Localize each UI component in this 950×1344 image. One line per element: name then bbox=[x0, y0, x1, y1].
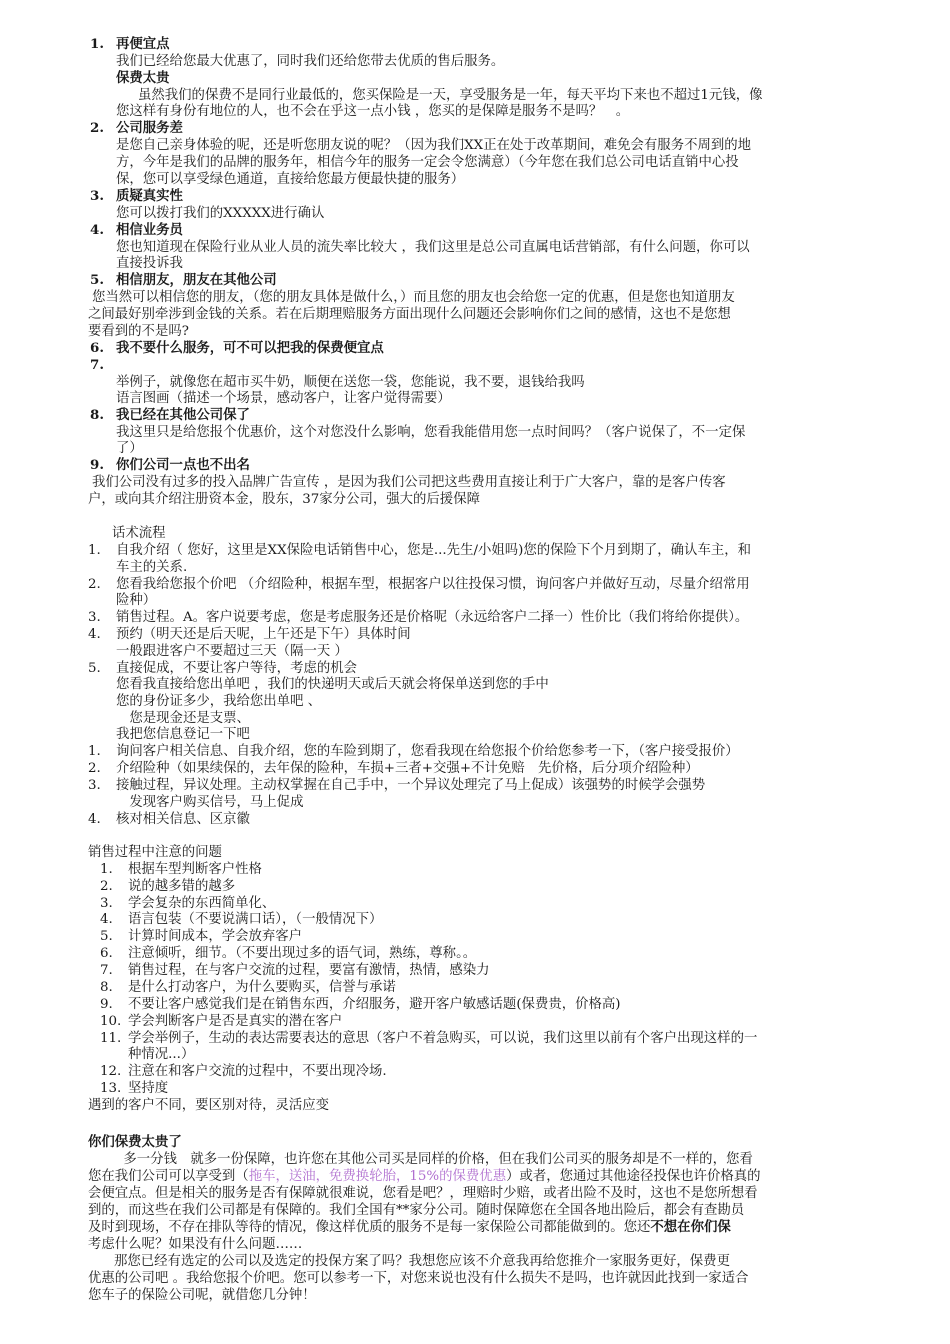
step-number: 5. bbox=[88, 661, 101, 676]
step-text: 您看我直接给您出单吧 ，我们的快递明天或后天就会将保单送到您的手中 bbox=[116, 677, 549, 692]
step-text: 询问客户相关信息、自我介绍，您的车险到期了，您看我现在给您报个价给您参考一下，（客户接受报价） bbox=[116, 744, 739, 759]
item-text: 您当然可以相信您的朋友，（您的朋友具体是做什么，）而且您的朋友也会给您一定的优惠，但是您也知道朋友 bbox=[92, 290, 735, 305]
item-number: 6. bbox=[90, 340, 104, 356]
note-text: 不要让客户感觉我们是在销售东西，介绍服务，避开客户敏感话题(保费贵，价格高) bbox=[128, 997, 621, 1012]
note-number: 12. bbox=[100, 1064, 122, 1079]
step-text: 预约（明天还是后天呢，上午还是下午）具体时间 bbox=[116, 627, 411, 642]
item-title: 你们公司一点也不出名 bbox=[116, 457, 250, 473]
item-text: 您可以拨打我们的XXXXX进行确认 bbox=[116, 206, 325, 221]
item-text: 直接投诉我 bbox=[116, 256, 183, 271]
note-text: 注意倾听，细节。（不要出现过多的语气词，熟练，尊称。。 bbox=[128, 946, 477, 961]
step-text: 自我介绍（ 您好，这里是XX保险电话销售中心，您是...先生/小姐吗)您的保险下个月到期了，确认车主，和 bbox=[116, 543, 752, 558]
item-number: 4. bbox=[90, 222, 104, 238]
step-text: 您是现金还是支票、 bbox=[116, 711, 250, 726]
step-number: 1. bbox=[88, 744, 101, 759]
item-text: 保，您可以享受绿色通道，直接给您最方便最快捷的服务） bbox=[116, 172, 465, 187]
item-text: 户，或向其介绍注册资本金，股东，37家分公司，强大的后援保障 bbox=[88, 492, 480, 507]
step-number: 2. bbox=[88, 761, 101, 776]
step-number: 3. bbox=[88, 778, 101, 793]
highlighted-benefits: 拖车，送油，免费换轮胎，15%的保费优惠 bbox=[248, 1169, 507, 1184]
item-title: 相信业务员 bbox=[116, 222, 183, 238]
item-title: 我已经在其他公司保了 bbox=[116, 407, 250, 423]
step-text: 我把您信息登记一下吧 bbox=[116, 727, 250, 742]
item-number: 7. bbox=[90, 357, 104, 373]
item-text: 是您自己亲身体验的呢，还是听您朋友说的呢？（因为我们XX正在处于改革期间，难免会有服务不周到的地 bbox=[116, 138, 752, 153]
note-text: 语言包装（不要说满口话），（一般情况下） bbox=[128, 912, 383, 927]
paragraph-line: 考虑什么呢？如果没有什么问题…… bbox=[88, 1237, 303, 1252]
item-text: 虽然我们的保费不是同行业最低的，您买保险是一天，享受服务是一年，每天平均下来也不超过1元钱，像 bbox=[138, 88, 763, 103]
step-text: 发现客户购买信号，马上促成 bbox=[116, 795, 304, 810]
step-text: 接触过程，异议处理。主动权掌握在自己手中，一个异议处理完了马上促成）该强势的时候学会强势 bbox=[116, 778, 706, 793]
section-heading: 话术流程 bbox=[112, 526, 166, 541]
note-text: 种情况...） bbox=[128, 1047, 195, 1062]
note-text: 注意在和客户交流的过程中，不要出现冷场. bbox=[128, 1064, 387, 1079]
paragraph-line: 及时到现场，不存在排队等待的情况，像这样优质的服务不是每一家保险公司都能做到的。您还不想在你们保 bbox=[88, 1219, 731, 1235]
item-title: 我不要什么服务，可不可以把我的保费便宜点 bbox=[116, 340, 384, 356]
item-title: 再便宜点 bbox=[116, 36, 170, 52]
paragraph-line: 优惠的公司吧 。我给您报个价吧。您可以参考一下，对您来说也没有什么损失不是吗，也许就因此找到一家适合 bbox=[88, 1271, 749, 1286]
note-number: 13. bbox=[100, 1081, 122, 1096]
section-heading: 你们保费太贵了 bbox=[88, 1134, 182, 1150]
item-number: 3. bbox=[90, 188, 104, 204]
item-text: 了） bbox=[116, 441, 143, 456]
item-title: 相信朋友，朋友在其他公司 bbox=[116, 272, 277, 288]
item-text: 您也知道现在保险行业从业人员的流失率比较大 ，我们这里是总公司直属电话营销部，有什么问题，你可以 bbox=[116, 240, 750, 255]
step-number: 4. bbox=[88, 812, 101, 827]
step-number: 1. bbox=[88, 543, 101, 558]
item-text: 您这样有身份有地位的人，也不会在乎这一点小钱 ，您买的是保障是服务不是吗？ 。 bbox=[116, 104, 630, 119]
item-number: 9. bbox=[90, 457, 104, 473]
step-text: 车主的关系. bbox=[116, 560, 188, 575]
item-text: 我这里只是给您报个优惠价，这个对您没什么影响，您看我能借用您一点时间吗？（客户说保了，不一定保 bbox=[116, 425, 746, 440]
step-number: 4. bbox=[88, 627, 101, 642]
step-text: 险种） bbox=[116, 593, 157, 608]
item-text: 我们公司没有过多的投入品牌广告宣传 ，是因为我们公司把这些费用直接让利于广大客户，靠的是客户传客 bbox=[92, 475, 726, 490]
section-heading: 销售过程中注意的问题 bbox=[88, 845, 222, 860]
item-text: 方，今年是我们的品牌的服务年，相信今年的服务一定会令您满意）（今年您在我们总公司电话直销中心投 bbox=[116, 155, 739, 170]
note-text: 说的越多错的越多 bbox=[128, 879, 236, 894]
note-number: 5. bbox=[100, 929, 113, 944]
step-text: 您看我给您报个价吧 （介绍险种，根据车型，根据客户以往投保习惯，询问客户并做好互动，尽量介绍常用 bbox=[116, 577, 750, 592]
item-number: 2. bbox=[90, 120, 104, 136]
note-text: 根据车型判断客户性格 bbox=[128, 862, 262, 877]
paragraph-line: 您车子的保险公司呢，就借您几分钟！ bbox=[88, 1288, 316, 1303]
step-text: 销售过程。A。客户说要考虑，您是考虑服务还是价格呢（永远给客户二择一）性价比（我们将给你提供）。 bbox=[116, 610, 749, 625]
item-title: 公司服务差 bbox=[116, 120, 183, 136]
step-text: 您的身份证多少，我给您出单吧 、 bbox=[116, 694, 322, 709]
note-text: 学会判断客户是否是真实的潜在客户 bbox=[128, 1014, 343, 1029]
step-text: 一般跟进客户不要超过三天（隔一天 ） bbox=[116, 644, 348, 659]
item-text: 要看到的不是吗? bbox=[88, 324, 189, 339]
step-number: 2. bbox=[88, 577, 101, 592]
note-text: 销售过程，在与客户交流的过程，要富有激情，热情，感染力 bbox=[128, 963, 490, 978]
item-text: 语言图画（描述一个场景，感动客户，让客户觉得需要） bbox=[116, 391, 451, 406]
note-number: 4. bbox=[100, 912, 113, 927]
paragraph-line: 到的，而这些在我们公司都是有保障的。我们全国有**家分公司。随时保障您在全国各地出险后，都会有查勘员 bbox=[88, 1203, 745, 1218]
item-title: 保费太贵 bbox=[116, 70, 170, 86]
note-number: 9. bbox=[100, 997, 113, 1012]
step-text: 核对相关信息、区京徽 bbox=[116, 812, 250, 827]
paragraph-line: 您在我们公司可以享受到（拖车，送油，免费换轮胎，15%的保费优惠）或者，您通过其他途径投保也许价格真的 bbox=[88, 1169, 761, 1184]
note-number: 6. bbox=[100, 946, 113, 961]
note-number: 10. bbox=[100, 1014, 122, 1029]
note-text: 是什么打动客户，为什么要购买，信誉与承诺 bbox=[128, 980, 396, 995]
item-number: 5. bbox=[90, 272, 104, 288]
note-text: 学会复杂的东西简单化、 bbox=[128, 896, 276, 911]
note-number: 11. bbox=[100, 1031, 122, 1046]
note-text: 坚持度 bbox=[128, 1081, 169, 1096]
paragraph-line: 会便宜点。但是相关的服务是否有保障就很难说，您看是吧？，理赔时少赔，或者出险不及时，这也不是您所想看 bbox=[88, 1186, 758, 1201]
item-text: 我们已经给您最大优惠了，同时我们还给您带去优质的售后服务。 bbox=[116, 54, 505, 69]
step-number: 3. bbox=[88, 610, 101, 625]
step-text: 介绍险种（如果续保的，去年保的险种，车损+三者+交强+不计免赔 先价格，后分项介绍险种） bbox=[116, 761, 699, 776]
item-number: 8. bbox=[90, 407, 104, 423]
note-number: 7. bbox=[100, 963, 113, 978]
paragraph-line: 那您已经有选定的公司以及选定的投保方案了吗？我想您应该不介意我再给您推介一家服务更好，保费更 bbox=[114, 1254, 730, 1269]
paragraph-line: 多一分钱 就多一份保障，也许您在其他公司买是同样的价格，但在我们公司买的服务却是不一样的，您看 bbox=[110, 1152, 753, 1167]
item-number: 1. bbox=[90, 36, 104, 52]
note-number: 8. bbox=[100, 980, 113, 995]
notes-closing: 遇到的客户不同，要区别对待，灵活应变 bbox=[88, 1098, 330, 1113]
item-text: 之间最好别牵涉到金钱的关系。若在后期理赔服务方面出现什么问题还会影响你们之间的感情，这也不是您想 bbox=[88, 307, 731, 322]
note-number: 3. bbox=[100, 896, 113, 911]
step-text: 直接促成，不要让客户等待，考虑的机会 bbox=[116, 661, 358, 676]
note-number: 2. bbox=[100, 879, 113, 894]
item-text: 举例子，就像您在超市买牛奶，顺便在送您一袋，您能说，我不要，退钱给我吗 bbox=[116, 375, 585, 390]
note-text: 学会举例子，生动的表达需要表达的意思（客户不着急购买，可以说，我们这里以前有个客户出现这样的一 bbox=[128, 1031, 758, 1046]
note-text: 计算时间成本，学会放弃客户 bbox=[128, 929, 303, 944]
note-number: 1. bbox=[100, 862, 113, 877]
item-title: 质疑真实性 bbox=[116, 188, 183, 204]
